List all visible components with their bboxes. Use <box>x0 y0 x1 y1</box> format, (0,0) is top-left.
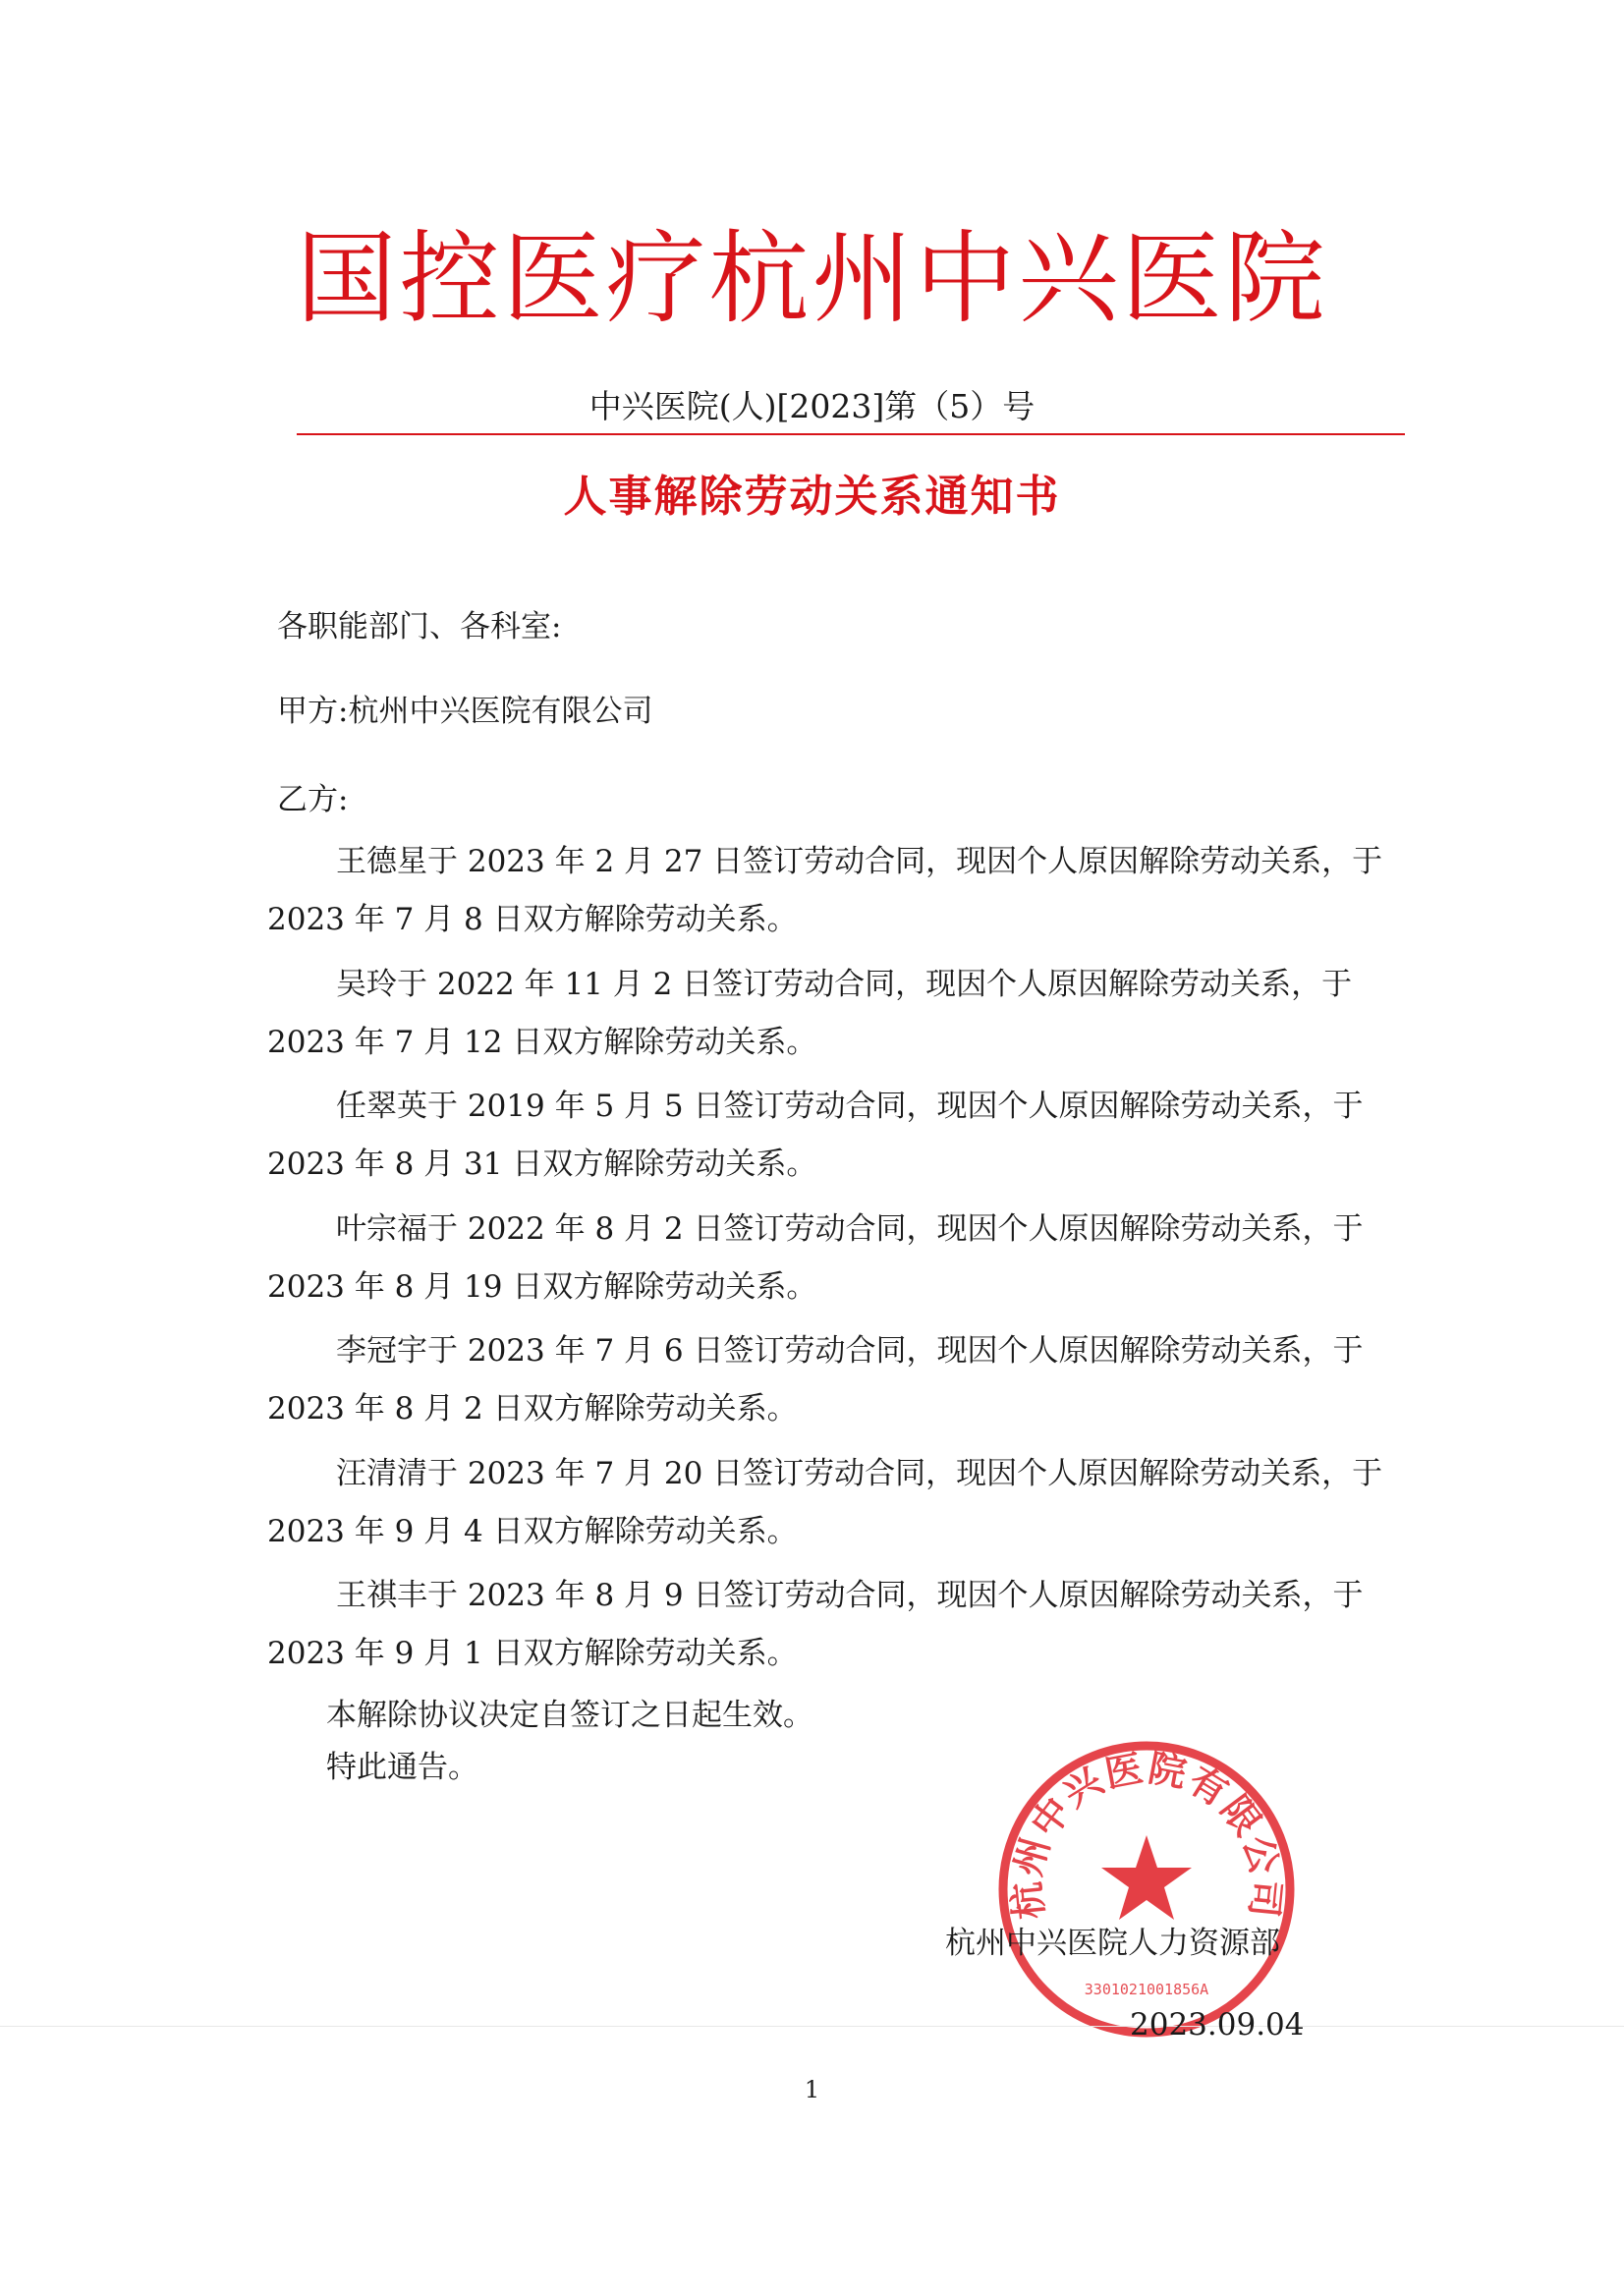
official-seal-stamp <box>994 1737 1299 2042</box>
record-line-2: 2023 年 9 月 4 日双方解除劳动关系。 <box>267 1514 798 1549</box>
document-number: 中兴医院(人)[2023]第（5）号 <box>588 387 1036 425</box>
record-line-1: 王德星于 2023 年 2 月 27 日签订劳动合同，现因个人原因解除劳动关系，于 <box>336 844 1383 879</box>
termination-record <box>267 1331 1377 1428</box>
termination-record <box>267 1576 1377 1673</box>
addressee: 各职能部门、各科室: <box>277 609 562 644</box>
record-line-1: 吴玲于 2022 年 11 月 2 日签订劳动合同，现因个人原因解除劳动关系，于 <box>336 967 1353 1002</box>
record-line-1: 叶宗福于 2022 年 8 月 2 日签订劳动合同，现因个人原因解除劳动关系，于 <box>336 1211 1364 1247</box>
notice-closing: 特此通告。 <box>326 1750 478 1785</box>
record-line-2: 2023 年 9 月 1 日双方解除劳动关系。 <box>267 1636 798 1671</box>
record-line-1: 任翠英于 2019 年 5 月 5 日签订劳动合同，现因个人原因解除劳动关系，于 <box>336 1089 1364 1124</box>
svg-text:3301021001856A: 3301021001856A <box>1084 1981 1209 1998</box>
signing-department: 杭州中兴医院人力资源部 <box>945 1926 1280 1961</box>
effective-statement: 本解除协议决定自签订之日起生效。 <box>326 1698 813 1733</box>
termination-record <box>267 1087 1377 1184</box>
page-number: 1 <box>804 2076 820 2103</box>
record-line-1: 汪清清于 2023 年 7 月 20 日签订劳动合同，现因个人原因解除劳动关系，于 <box>336 1456 1383 1491</box>
record-line-1: 李冠宇于 2023 年 7 月 6 日签订劳动合同，现因个人原因解除劳动关系，于 <box>336 1333 1364 1369</box>
record-line-2: 2023 年 7 月 12 日双方解除劳动关系。 <box>267 1025 817 1060</box>
termination-record <box>267 842 1383 939</box>
termination-record <box>267 1209 1377 1307</box>
party-b: 乙方: <box>277 782 349 817</box>
header-divider <box>297 433 1405 435</box>
record-line-1: 王祺丰于 2023 年 8 月 9 日签订劳动合同，现因个人原因解除劳动关系，于 <box>336 1578 1364 1613</box>
record-line-2: 2023 年 7 月 8 日双方解除劳动关系。 <box>267 902 798 937</box>
record-line-2: 2023 年 8 月 2 日双方解除劳动关系。 <box>267 1391 798 1427</box>
signing-date: 2023.09.04 <box>1130 2007 1305 2043</box>
seal-star-icon <box>1101 1835 1192 1920</box>
record-line-2: 2023 年 8 月 31 日双方解除劳动关系。 <box>267 1147 817 1182</box>
organization-header: 国控医疗杭州中兴医院 <box>296 221 1328 338</box>
party-a: 甲方:杭州中兴医院有限公司 <box>277 694 653 729</box>
termination-record <box>267 1454 1383 1551</box>
scan-artifact-line <box>0 2026 1624 2027</box>
document-title: 人事解除劳动关系通知书 <box>563 472 1061 522</box>
termination-record <box>267 965 1377 1062</box>
svg-text:杭州中兴医院有限公司: 杭州中兴医院有限公司 <box>1004 1746 1289 1922</box>
record-line-2: 2023 年 8 月 19 日双方解除劳动关系。 <box>267 1269 817 1305</box>
